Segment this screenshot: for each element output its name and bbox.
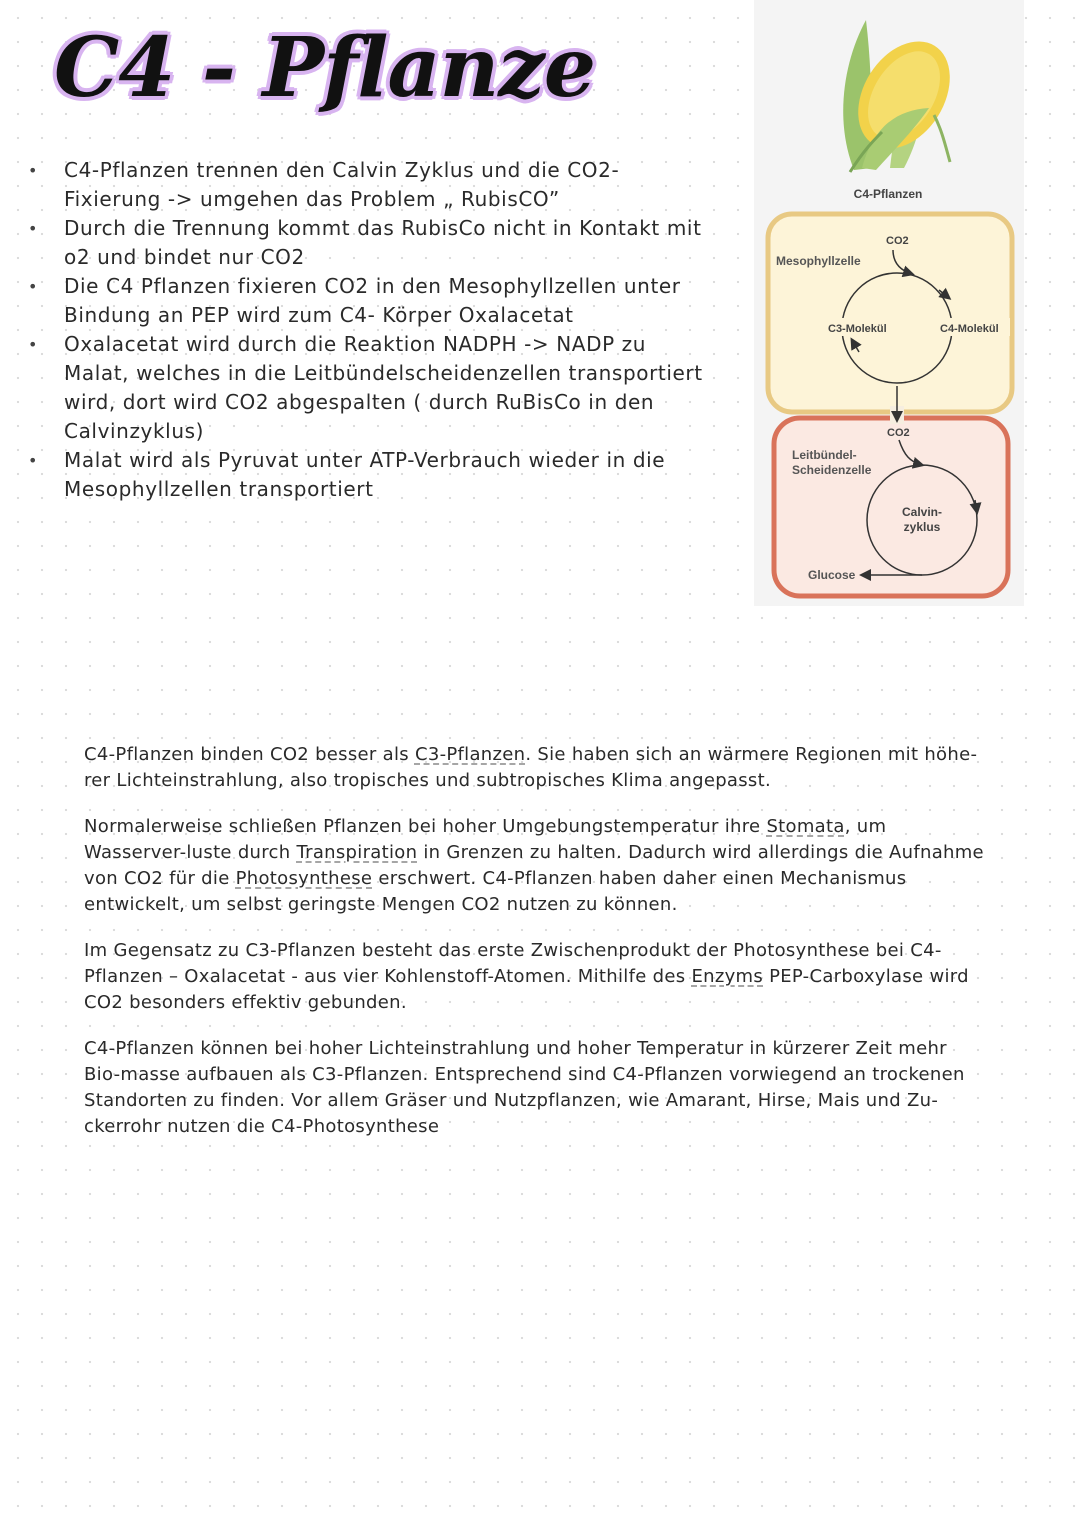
term-link-stomata[interactable]: Stomata (766, 816, 845, 837)
bundle-label-line1: Leitbündel- (792, 448, 857, 462)
term-link-photosynthese[interactable]: Photosynthese (235, 868, 373, 889)
paragraph: Im Gegensatz zu C3-Pflanzen besteht das erste Zwischenprodukt der Photosynthese bei C4-Pflanzen – Oxalacetat - aus vier Kohlenstoff-Atomen. Mithilfe des Enzyms PEP-Carboxylase wird CO2 besonders effektiv gebunden. (84, 940, 969, 1013)
bullet-list (28, 156, 708, 504)
paragraph: C4-Pflanzen binden CO2 besser als C3-Pflanzen. Sie haben sich an wärmere Regionen mit höhe-rer Lichteinstrahlung, also tropisches und subtropisches Klima angepasst. (84, 744, 978, 791)
term-link-c3[interactable]: C3-Pflanzen (414, 744, 526, 765)
co2-top-label: CO2 (886, 235, 909, 247)
c4-cycle-figure (754, 0, 1024, 606)
page-title: C4 - Pflanze (54, 20, 596, 116)
list-item: • C4-Pflanzen trennen den Calvin Zyklus und die CO2-Fixierung -> umgehen das Problem „ RubisCO” (28, 156, 708, 214)
bundle-label-line2: Scheidenzelle (792, 463, 872, 477)
calvin-label-line1: Calvin- (901, 505, 943, 519)
glucose-label: Glucose (808, 568, 856, 582)
calvin-label-line2: zyklus (903, 520, 941, 534)
list-item: • Durch die Trennung kommt das RubisCo nicht in Kontakt mit o2 und bindet nur CO2 (28, 214, 708, 272)
mesophyll-label: Mesophyllzelle (776, 254, 861, 268)
co2-mid-label: CO2 (887, 427, 910, 439)
term-link-enzyms[interactable]: Enzyms (691, 966, 764, 987)
c3-molecule-label: C3-Molekül (828, 323, 887, 335)
term-link-transpiration[interactable]: Transpiration (296, 842, 418, 863)
corn-illustration (839, 20, 968, 172)
text-section (84, 742, 984, 1160)
list-item: • Die C4 Pflanzen fixieren CO2 in den Mesophyllzellen unter Bindung an PEP wird zum C4- Körper Oxalacetat (28, 272, 708, 330)
list-item: • Malat wird als Pyruvat unter ATP-Verbrauch wieder in die Mesophyllzellen transportiert (28, 446, 708, 504)
paragraph: Normalerweise schließen Pflanzen bei hoher Umgebungstemperatur ihre Stomata, um Wasserver-luste durch Transpiration in Grenzen zu halten. Dadurch wird allerdings die Aufnahme von CO2 für die Photosynthese erschwert. C4-Pflanzen haben daher einen Mechanismus entwickelt, um selbst geringste Mengen CO2 nutzen zu können. (84, 816, 984, 915)
paragraph: C4-Pflanzen können bei hoher Lichteinstrahlung und hoher Temperatur in kürzerer Zeit mehr Bio-masse aufbauen als C3-Pflanzen. Entsprechend sind C4-Pflanzen vorwiegend an trockenen Standorten zu finden. Vor allem Gräser und Nutzpflanzen, wie Amarant, Hirse, Mais und Zu-ckerrohr nutzen die C4-Photosynthese (84, 1038, 965, 1137)
figure-caption: C4-Pflanzen (853, 187, 923, 201)
c4-molecule-label: C4-Molekül (940, 323, 999, 335)
list-item: • Oxalacetat wird durch die Reaktion NADPH -> NADP zu Malat, welches in die Leitbündelscheidenzellen transportiert wird, dort wird CO2 abgespalten ( durch RuBisCo in den Calvinzyklus) (28, 330, 708, 446)
